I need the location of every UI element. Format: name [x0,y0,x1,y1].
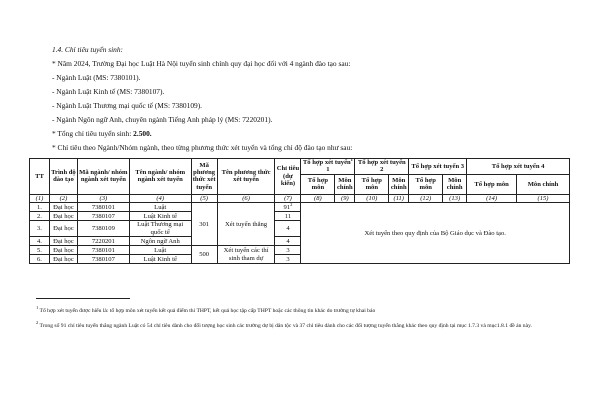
footnote [36,305,556,315]
subheader-combo: Tổ hợp môn [301,174,335,194]
column-number: (12) [409,194,443,202]
column-number: (3) [77,194,129,202]
subheader-combo: Tổ hợp môn [409,174,443,194]
total-quota-label: * Tổng chỉ tiêu tuyển sinh: [52,129,134,138]
header-level: Trình độ đào tạo [49,159,77,195]
method-code: 301 [191,203,217,246]
major-item: - Ngành Ngôn ngữ Anh, chuyên ngành Tiếng Anh pháp lý (MS: 7220201). [52,115,273,124]
subheader-main: Môn chính [517,174,570,194]
column-number: (9) [335,194,355,202]
row-major-code: 7380101 [77,203,129,212]
quota-table [29,158,570,264]
row-major-code: 7380107 [77,255,129,264]
row-major-name: Luật [129,246,191,255]
row-index: 2. [30,212,50,221]
row-index: 4. [30,237,50,246]
total-quota [52,129,152,138]
method-code: 500 [191,246,217,264]
row-quota: 3 [275,246,301,255]
footnote-mark: 1 [36,305,39,311]
row-index: 5. [30,246,50,255]
row-level: Đại học [49,221,77,237]
header-combo-2: Tổ hợp xét tuyển 2 [355,159,409,175]
column-number: (4) [129,194,191,202]
row-major-name: Ngôn ngữ Anh [129,237,191,246]
major-item: - Ngành Luật Kinh tế (MS: 7380107). [52,87,165,96]
row-quota: 3 [275,255,301,264]
footnote-divider [36,298,130,299]
table-row [30,203,570,212]
column-number: (7) [275,194,301,202]
subheader-main: Môn chính [443,174,467,194]
row-level: Đại học [49,246,77,255]
row-major-name: Luật Thương mại quốc tế [129,221,191,237]
column-number: (13) [443,194,467,202]
detail-intro: * Chỉ tiêu theo Ngành/Nhóm ngành, theo từng phương thức xét tuyển và tổng chỉ độ đào tạo như sau: [52,143,353,152]
row-major-code: 7380101 [77,246,129,255]
section-heading: 1.4. Chỉ tiêu tuyển sinh: [52,45,124,54]
row-index: 1. [30,203,50,212]
row-index: 3. [30,221,50,237]
footnote-mark: 2 [36,320,39,326]
row-major-name: Luật [129,203,191,212]
major-item: - Ngành Luật (MS: 7380101). [52,73,141,82]
subheader-combo: Tổ hợp môn [467,174,517,194]
row-major-code: 7220201 [77,237,129,246]
major-item: - Ngành Luật Thương mại quốc tế (MS: 7380109). [52,101,203,110]
row-level: Đại học [49,203,77,212]
footnote [36,320,556,330]
footnote-text: Tổ hợp xét tuyển được hiểu là: tổ hợp môn xét tuyển kết quả điểm thi THPT, kết quả học tập cấp THPT hoặc các thông tin khác do trường tự khai báo [38,308,376,314]
header-quota: Chỉ tiêu (dự kiến) [275,159,301,195]
header-combo-3: Tổ hợp xét tuyển 3 [409,159,467,175]
column-number: (15) [517,194,570,202]
method-name: Xét tuyển thẳng [217,203,275,246]
row-level: Đại học [49,212,77,221]
column-number: (1) [30,194,50,202]
column-number: (8) [301,194,335,202]
row-index: 6. [30,255,50,264]
row-quota: 4 [275,221,301,237]
column-number: (5) [191,194,217,202]
header-major-code: Mã ngành/ nhóm ngành xét tuyển [77,159,129,195]
column-number: (11) [389,194,409,202]
row-quota: $91^2$ [275,203,301,212]
method-name: Xét tuyển các thí sinh tham dự [217,246,275,264]
column-number: (2) [49,194,77,202]
header-major-name: Tên ngành/ nhóm ngành xét tuyển [129,159,191,195]
combination-note: Xét tuyển theo quy định của Bộ Giáo dục và Đào tạo. [301,203,570,264]
row-major-code: 7380109 [77,221,129,237]
column-number: (10) [355,194,389,202]
row-major-name: Luật Kinh tế [129,255,191,264]
row-quota: 11 [275,212,301,221]
row-major-code: 7380107 [77,212,129,221]
footnote-text: Trong số 91 chỉ tiêu tuyển thẳng ngành Luật có 54 chỉ tiêu dành cho đối tượng học sinh các trường dự bị dân tộc và 37 chỉ tiêu dành cho các đối tượng tuyển thẳng khác theo quy định tại mục 1.7.3 và mục1.8.1 đề án này. [38,323,532,329]
row-level: Đại học [49,237,77,246]
header-combo-4: Tổ hợp xét tuyển 4 [467,159,570,175]
header-tt: TT [30,159,50,195]
subheader-combo: Tổ hợp môn [355,174,389,194]
header-method-name: Tên phương thức xét tuyển [217,159,275,195]
column-number: (14) [467,194,517,202]
subheader-main: Môn chính [335,174,355,194]
column-number: (6) [217,194,275,202]
intro-text: * Năm 2024, Trường Đại học Luật Hà Nội tuyển sinh chính quy đại học đối với 4 ngành đào tạo sau: [52,59,351,68]
header-combo-1: Tổ hợp xét tuyển$^1$ 1 [302,156,353,174]
header-method-code: Mã phương thức xét tuyển [191,159,217,195]
row-level: Đại học [49,255,77,264]
row-quota: 4 [275,237,301,246]
total-quota-value: 2.500. [133,129,152,138]
row-major-name: Luật Kinh tế [129,212,191,221]
subheader-main: Môn chính [389,174,409,194]
